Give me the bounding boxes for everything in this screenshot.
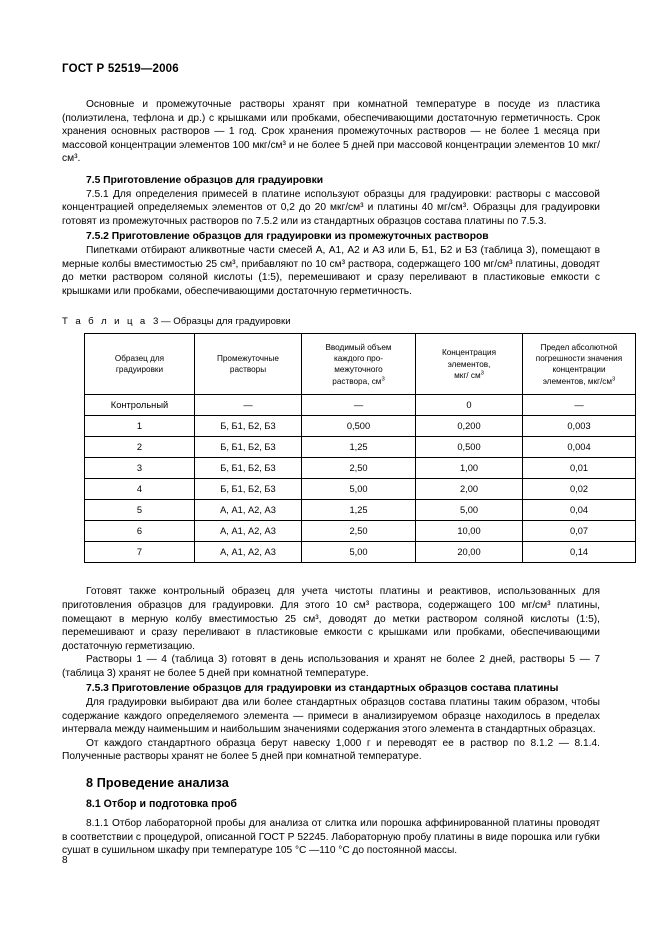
- table-cell: 0,500: [302, 416, 416, 437]
- table-cell: А, А1, А2, А3: [195, 542, 302, 563]
- table-row: [85, 437, 636, 458]
- table-row: [85, 542, 636, 563]
- clause-8-1-heading: 8.1 Отбор и подготовка проб: [86, 798, 237, 811]
- table-header-cell-error: Предел абсолютной погрешности значения концентрации элементов, мкг/$см^3$: [523, 334, 636, 395]
- table-cell: 7: [85, 542, 195, 563]
- table-cell: 0,14: [523, 542, 636, 563]
- table-cell: 10,00: [416, 521, 523, 542]
- table-cell: 1,25: [302, 437, 416, 458]
- table-header-cell-intermediate: Промежуточные растворы: [195, 334, 302, 395]
- calibration-samples-table: [84, 333, 636, 563]
- table-cell: 0,200: [416, 416, 523, 437]
- table-cell: 1,00: [416, 458, 523, 479]
- table-cell: Б, Б1, Б2, Б3: [195, 479, 302, 500]
- table-cell: 0,500: [416, 437, 523, 458]
- section-8-heading: 8 Проведение анализа: [86, 776, 229, 791]
- table-header-cell-sample: Образец для градуировки: [85, 334, 195, 395]
- table-cell: 5,00: [302, 542, 416, 563]
- clause-7-5-2-heading: 7.5.2 Приготовление образцов для градуировки из промежуточных растворов: [86, 231, 489, 243]
- table-cell: 0,02: [523, 479, 636, 500]
- table-cell: —: [302, 395, 416, 416]
- table-row: [85, 458, 636, 479]
- table-cell: 0,004: [523, 437, 636, 458]
- paragraph-7-5-3-b: От каждого стандартного образца берут навеску 1,000 г и переводят ее в раствор по 8.1.2 — 8.1.4. Полученные растворы хранят не более 5 дней при комнатной температуре.: [62, 737, 600, 763]
- table-row: [85, 521, 636, 542]
- table-cell: 6: [85, 521, 195, 542]
- table-cell: Б, Б1, Б2, Б3: [195, 437, 302, 458]
- table-cell: 4: [85, 479, 195, 500]
- table-row: [85, 416, 636, 437]
- table-cell: Б, Б1, Б2, Б3: [195, 458, 302, 479]
- paragraph-7-5-1: 7.5.1 Для определения примесей в платине используют образцы для градуировки: растворы с массовой концентрацией определяемых элементов от 0,2 до 20 мкг/см³ и платины 40 мг/см³. Образцы для градуировки готовят из промежуточных растворов по 7.5.2 или из стандартных образцов состава платины по 7.5.3.: [62, 188, 600, 227]
- table-header-cell-concentration: Концентрация элементов, мкг/ $см^3$: [416, 334, 523, 395]
- table-cell: 0,01: [523, 458, 636, 479]
- table-caption-number: 3: [153, 316, 159, 328]
- paragraph-intro: Основные и промежуточные растворы хранят при комнатной температуре в посуде из пластика (полиэтилена, тефлона и др.) с крышками или пробками, обеспечивающими достаточную герметичность. Срок хранения основных растворов — 1 год. Срок хранения промежуточных растворов — не более 1 месяца при массовой концентрации элементов 100 мкг/см³ и не более 5 дней при массовой концентрации элементов 10 мкг/см³.: [62, 99, 600, 165]
- table-row: [85, 500, 636, 521]
- paragraph-control-sample: Готовят также контрольный образец для учета чистоты платины и реактивов, использованных для приготовления образцов для градуировки. Для этого 10 см³ раствора, содержащего 100 мг/см³ платины, помещают в мерную колбу вместимостью 25 см³, доводят до метки раствором соляной кислоты (1:5), перемешивают и сразу переливают в пластиковые емкости с крышками или пробками, обеспечивающими достаточную герметизацию.: [62, 586, 600, 652]
- table-cell: 2: [85, 437, 195, 458]
- table-cell: 5: [85, 500, 195, 521]
- paragraph-8-1-1: 8.1.1 Отбор лабораторной пробы для анализа от слитка или порошка аффинированной платины проводят в соответствии с процедурой, описанной ГОСТ Р 52245. Лабораторную пробу платины в виде порошка или губки сушат в сушильном шкафу при температуре 105 °С —110 °С до постоянной массы.: [62, 818, 600, 857]
- table-caption-label: Т а б л и ц а: [62, 316, 148, 328]
- paragraph-7-5-3: Для градуировки выбирают два или более стандартных образцов состава платины таким образом, чтобы содержание каждого определяемого элемента — примеси в анализируемом образце находилось в пределах интервала между наименьшим и наибольшим значениями содержания этого элемента в стандартных образцах.: [62, 697, 600, 736]
- table-row: [85, 479, 636, 500]
- table-cell: 2,50: [302, 521, 416, 542]
- table-cell: 0,07: [523, 521, 636, 542]
- table-cell: 2,00: [416, 479, 523, 500]
- table-cell: А, А1, А2, А3: [195, 500, 302, 521]
- table-cell: 0: [416, 395, 523, 416]
- clause-7-5-3-heading: 7.5.3 Приготовление образцов для градуировки из стандартных образцов состава платины: [86, 683, 559, 695]
- table-caption: [62, 315, 600, 328]
- paragraph-7-5-2: Пипетками отбирают аликвотные части смесей А, А1, А2 и А3 или Б, Б1, Б2 и Б3 (таблица 3), помещают в мерные колбы вместимостью 25 см³, прибавляют по 10 см³ раствора, содержащего 100 мг/см³ платины, доводят до метки раствором соляной кислоты (1:5), перемешивают и сразу переливают в пластиковые емкости с крышками или пробками, обеспечивающими достаточную герметичность.: [62, 244, 600, 297]
- document-header: ГОСТ Р 52519—2006: [62, 63, 179, 75]
- table-cell: 5,00: [302, 479, 416, 500]
- page-number: 8: [62, 855, 68, 866]
- table-cell: —: [195, 395, 302, 416]
- table-cell: Б, Б1, Б2, Б3: [195, 416, 302, 437]
- table-cell: 2,50: [302, 458, 416, 479]
- table-body: [85, 395, 636, 563]
- table-cell: 1: [85, 416, 195, 437]
- table-cell: 3: [85, 458, 195, 479]
- page-content: [62, 62, 623, 858]
- table-head: [85, 334, 636, 395]
- table-header-cell-volume: Вводимый объем каждого про- межуточного раствора, $см^3$: [302, 334, 416, 395]
- table-caption-title: — Образцы для градуировки: [161, 316, 291, 328]
- table-cell: —: [523, 395, 636, 416]
- table-row: [85, 395, 636, 416]
- paragraph-storage: Растворы 1 — 4 (таблица 3) готовят в день использования и хранят не более 2 дней, растворы 5 — 7 (таблица 3) хранят не более 5 дней при комнатной температуре.: [62, 654, 600, 679]
- clause-7-5-heading: 7.5 Приготовление образцов для градуировки: [86, 174, 324, 186]
- table-cell: 20,00: [416, 542, 523, 563]
- table-cell: А, А1, А2, А3: [195, 521, 302, 542]
- table-cell: Контрольный: [85, 395, 195, 416]
- table-cell: 5,00: [416, 500, 523, 521]
- table-cell: 1,25: [302, 500, 416, 521]
- table-header-row: [85, 334, 636, 395]
- table-cell: 0,04: [523, 500, 636, 521]
- table-cell: 0,003: [523, 416, 636, 437]
